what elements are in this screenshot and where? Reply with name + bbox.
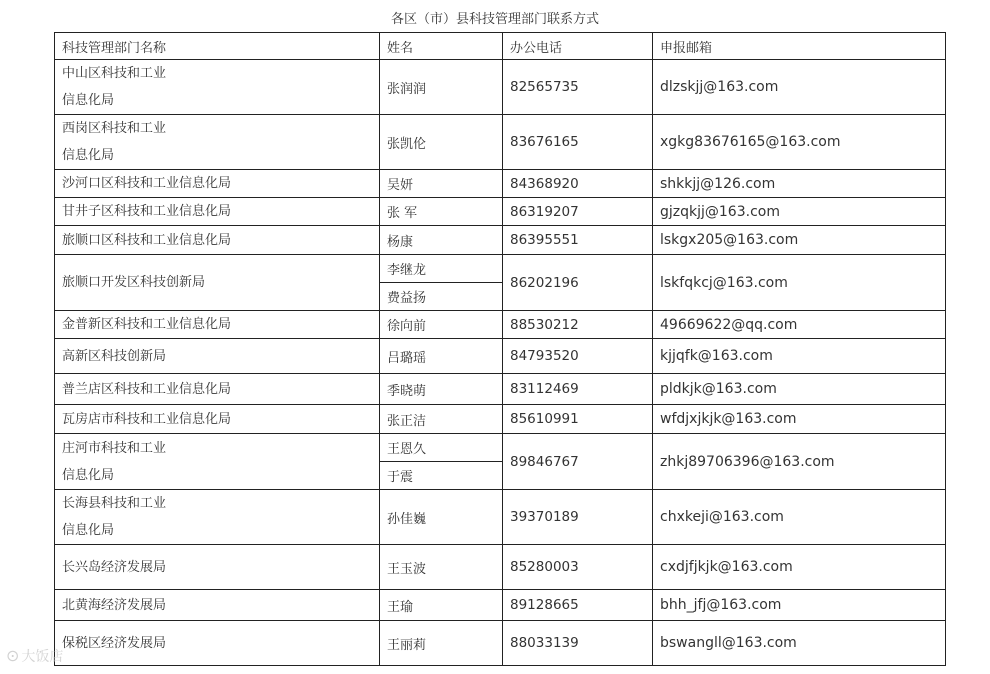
contact-name: 王瑜 (380, 590, 503, 621)
dept-name: 西岗区科技和工业 (62, 121, 167, 136)
watermark-text: 大饭店 (21, 649, 64, 665)
email-cell: gjzqkjj@163.com (653, 198, 946, 226)
contact-name: 王恩久 (380, 434, 503, 462)
page-title: 各区（市）县科技管理部门联系方式 (390, 12, 599, 27)
table-row (55, 621, 946, 666)
contact-name: 王玉波 (380, 545, 503, 590)
header-row (55, 33, 946, 60)
email-cell: dlzskjj@163.com (653, 60, 946, 115)
email-cell: pldkjk@163.com (653, 374, 946, 405)
watermark (6, 646, 63, 666)
dept-name: 保税区经济发展局 (62, 635, 167, 651)
email-cell: bswangll@163.com (653, 621, 946, 666)
dept-cell (55, 226, 380, 255)
table-row (55, 115, 946, 170)
email-cell: zhkj89706396@163.com (653, 434, 946, 490)
dept-name: 金普新区科技和工业信息化局 (62, 317, 232, 332)
table-row (55, 374, 946, 405)
email-cell: lskfqkcj@163.com (653, 255, 946, 311)
dept-name-line2: 信息化局 (62, 93, 115, 108)
dept-cell (55, 374, 380, 405)
table-row (55, 198, 946, 226)
email-cell: shkkjj@126.com (653, 170, 946, 198)
email-cell: lskgx205@163.com (653, 226, 946, 255)
contacts-table (54, 32, 946, 666)
phone-cell: 88033139 (503, 621, 653, 666)
email-cell: bhh_jfj@163.com (653, 590, 946, 621)
dept-cell (55, 115, 380, 170)
phone-cell: 85280003 (503, 545, 653, 590)
contact-name: 张润润 (380, 60, 503, 115)
dept-cell (55, 311, 380, 339)
contact-name: 孙佳巍 (380, 490, 503, 545)
dept-name: 普兰店区科技和工业信息化局 (62, 381, 232, 397)
phone-cell: 83676165 (503, 115, 653, 170)
contact-name: 于震 (380, 462, 503, 490)
header-dept: 科技管理部门名称 (55, 33, 380, 60)
phone-cell: 84368920 (503, 170, 653, 198)
table-row (55, 311, 946, 339)
dept-name: 中山区科技和工业 (62, 66, 167, 81)
contact-name: 吴妍 (380, 170, 503, 198)
contact-name: 杨康 (380, 226, 503, 255)
contact-name: 李继龙 (380, 255, 503, 283)
dept-cell (55, 60, 380, 115)
dept-name-line2: 信息化局 (62, 467, 115, 483)
email-cell: kjjqfk@163.com (653, 339, 946, 374)
dept-name-line2: 信息化局 (62, 523, 115, 538)
dept-cell (55, 339, 380, 374)
dept-cell (55, 405, 380, 434)
contact-name: 徐向前 (380, 311, 503, 339)
table-row (55, 490, 946, 545)
contact-name: 吕璐瑶 (380, 339, 503, 374)
phone-cell: 88530212 (503, 311, 653, 339)
phone-cell: 84793520 (503, 339, 653, 374)
phone-cell: 83112469 (503, 374, 653, 405)
dept-name: 长海县科技和工业 (62, 496, 167, 511)
table-header (55, 33, 946, 60)
dept-cell (55, 255, 380, 311)
dept-cell (55, 590, 380, 621)
email-cell: 49669622@qq.com (653, 311, 946, 339)
table-row (55, 170, 946, 198)
dept-name: 高新区科技创新局 (62, 348, 167, 364)
email-cell: cxdjfjkjk@163.com (653, 545, 946, 590)
dept-cell (55, 621, 380, 666)
table-row (55, 255, 946, 283)
weibo-logo-icon: ⊙ (6, 646, 20, 665)
phone-cell: 86319207 (503, 198, 653, 226)
contact-name: 张 军 (380, 198, 503, 226)
phone-cell: 89128665 (503, 590, 653, 621)
dept-name: 北黄海经济发展局 (62, 597, 167, 613)
dept-name: 瓦房店市科技和工业信息化局 (62, 411, 232, 427)
dept-name: 旅顺口开发区科技创新局 (62, 275, 206, 290)
dept-cell (55, 490, 380, 545)
header-email: 申报邮箱 (653, 33, 946, 60)
table-row (55, 60, 946, 115)
phone-cell: 82565735 (503, 60, 653, 115)
table-row (55, 339, 946, 374)
phone-cell: 39370189 (503, 490, 653, 545)
contact-name: 费益扬 (380, 283, 503, 311)
table-row (55, 545, 946, 590)
contact-name: 张正洁 (380, 405, 503, 434)
dept-cell (55, 198, 380, 226)
contact-name: 王丽莉 (380, 621, 503, 666)
table-row (55, 590, 946, 621)
dept-cell (55, 545, 380, 590)
dept-cell (55, 170, 380, 198)
email-cell: chxkeji@163.com (653, 490, 946, 545)
dept-cell (55, 434, 380, 490)
dept-name-line2: 信息化局 (62, 148, 115, 163)
phone-cell: 85610991 (503, 405, 653, 434)
phone-cell: 86395551 (503, 226, 653, 255)
email-cell: wfdjxjkjk@163.com (653, 405, 946, 434)
table-row (55, 226, 946, 255)
contact-name: 季晓萌 (380, 374, 503, 405)
dept-name: 旅顺口区科技和工业信息化局 (62, 232, 232, 248)
table-body (55, 60, 946, 666)
contact-name: 张凯伦 (380, 115, 503, 170)
dept-name: 庄河市科技和工业 (62, 440, 167, 456)
dept-name: 长兴岛经济发展局 (62, 559, 167, 575)
dept-name: 甘井子区科技和工业信息化局 (62, 204, 232, 219)
phone-cell: 89846767 (503, 434, 653, 490)
header-phone: 办公电话 (503, 33, 653, 60)
table-row (55, 434, 946, 462)
header-name: 姓名 (380, 33, 503, 60)
table-row (55, 405, 946, 434)
phone-cell: 86202196 (503, 255, 653, 311)
email-cell: xgkg83676165@163.com (653, 115, 946, 170)
dept-name: 沙河口区科技和工业信息化局 (62, 176, 232, 191)
